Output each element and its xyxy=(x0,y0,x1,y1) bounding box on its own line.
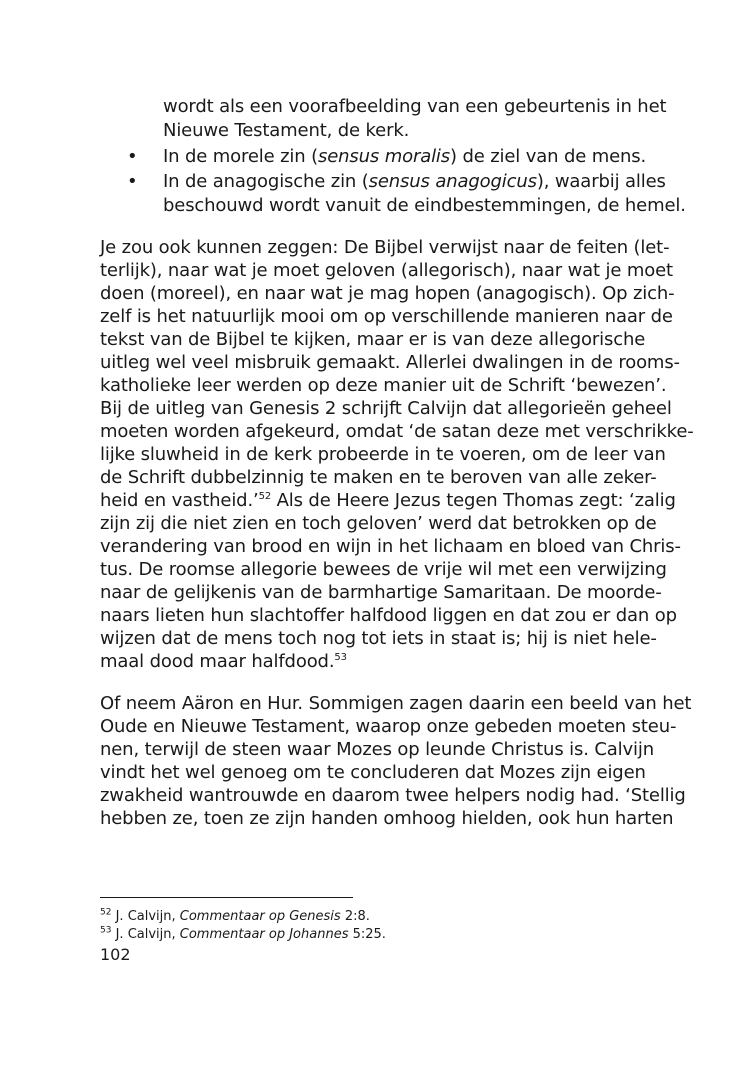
footnote-divider xyxy=(100,897,353,898)
bullet-anagogical-line2: beschouwd wordt vanuit de eindbestemmingen, de hemel. xyxy=(163,195,686,216)
paragraph1-line: doen (moreel), en naar wat je mag hopen (anagogisch). Op zich- xyxy=(100,283,675,304)
page-number: 102 xyxy=(100,945,131,964)
paragraph2-line: Oude en Nieuwe Testament, waarop onze gebeden moeten steu- xyxy=(100,716,677,737)
list-continuation-line: Nieuwe Testament, de kerk. xyxy=(163,120,410,141)
paragraph1-line: wijzen dat de mens toch nog tot iets in staat is; hij is niet hele- xyxy=(100,628,657,649)
paragraph1-line: verandering van brood en wijn in het lichaam en bloed van Chris- xyxy=(100,536,681,557)
paragraph1-line: moeten worden afgekeurd, omdat ‘de satan deze met verschrikke- xyxy=(100,421,694,442)
latin-term: sensus anagogicus xyxy=(368,171,537,192)
paragraph1-line: Bij de uitleg van Genesis 2 schrijft Calvijn dat allegorieën geheel xyxy=(100,398,672,419)
latin-term: sensus moralis xyxy=(318,146,451,167)
footnote-ref-52: 52 xyxy=(258,491,272,502)
paragraph1-line: Je zou ook kunnen zeggen: De Bijbel verwijst naar de feiten (let- xyxy=(100,237,670,258)
list-continuation-line: wordt als een voorafbeelding van een gebeurtenis in het xyxy=(163,96,667,117)
paragraph2-line: vindt het wel genoeg om te concluderen dat Mozes zijn eigen xyxy=(100,762,646,783)
paragraph2-line: zwakheid wantrouwde en daarom twee helpers nodig had. ‘Stellig xyxy=(100,785,686,806)
paragraph1-line: naar de gelijkenis van de barmhartige Samaritaan. De moorde- xyxy=(100,582,662,603)
paragraph1-line-fn52: heid en vastheid.’$^{52}$ Als de Heere Jezus tegen Thomas zegt: ‘zalig xyxy=(100,490,676,511)
paragraph1-line: tus. De roomse allegorie bewees de vrije wil met een verwijzing xyxy=(100,559,667,580)
paragraph1-line: uitleg wel veel misbruik gemaakt. Allerlei dwalingen in de rooms- xyxy=(100,352,680,373)
paragraph1-line: zelf is het natuurlijk mooi om op verschillende manieren naar de xyxy=(100,306,673,327)
footnote-ref-53: 53 xyxy=(334,652,347,663)
footnote-52: $^{52}$ J. Calvijn, Commentaar op Genesis 2:8. xyxy=(100,907,370,924)
book-page xyxy=(100,0,694,1068)
paragraph2-line: Of neem Aäron en Hur. Sommigen zagen daarin een beeld van het xyxy=(100,693,692,714)
paragraph1-line: terlijk), naar wat je moet geloven (allegorisch), naar wat je moet xyxy=(100,260,673,281)
bullet-marker: • xyxy=(127,171,138,192)
paragraph1-line: tekst van de Bijbel te kijken, maar er is van deze allegorische xyxy=(100,329,646,350)
paragraph1-line: naars lieten hun slachtoffer halfdood liggen en dat zou er dan op xyxy=(100,605,677,626)
bullet-marker: • xyxy=(127,146,138,167)
paragraph1-line: katholieke leer werden op deze manier uit de Schrift ‘bewezen’. xyxy=(100,375,667,396)
paragraph1-line: de Schrift dubbelzinnig te maken en te beroven van alle zeker- xyxy=(100,467,657,488)
footnote-53: $^{53}$ J. Calvijn, Commentaar op Johannes 5:25. xyxy=(100,925,386,942)
bullet-moral: In de morele zin (sensus moralis) de ziel van de mens. xyxy=(163,146,647,167)
paragraph1-line: lijke sluwheid in de kerk probeerde in te voeren, om de leer van xyxy=(100,444,666,465)
bullet-anagogical-line1: In de anagogische zin (sensus anagogicus), waarbij alles xyxy=(163,171,666,192)
paragraph2-line: hebben ze, toen ze zijn handen omhoog hielden, ook hun harten xyxy=(100,808,674,829)
paragraph1-line: zijn zij die niet zien en toch geloven’ werd dat betrokken op de xyxy=(100,513,657,534)
paragraph1-last-line: maal dood maar halfdood.$^{53}$ xyxy=(100,651,347,672)
paragraph2-line: nen, terwijl de steen waar Mozes op leunde Christus is. Calvijn xyxy=(100,739,654,760)
